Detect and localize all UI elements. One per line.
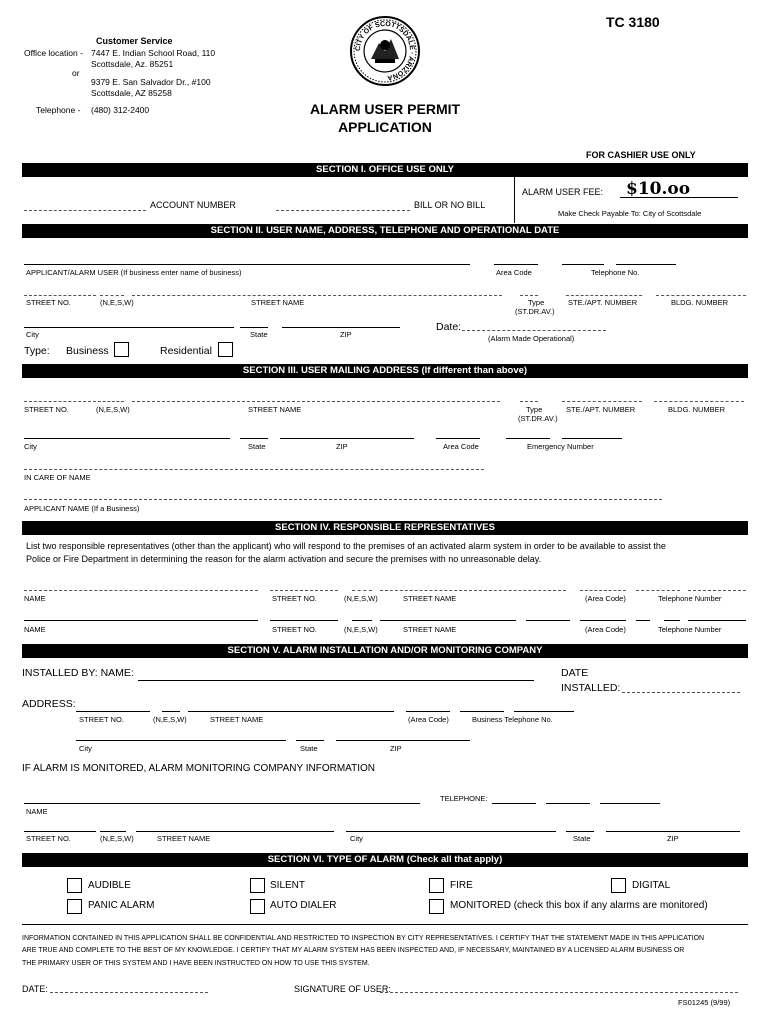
- auto-dialer-checkbox[interactable]: [250, 899, 265, 914]
- payable-note: Make Check Payable To: City of Scottsdale: [558, 209, 702, 218]
- date-signature-line[interactable]: [50, 992, 208, 993]
- rep1-street-no-label: STREET NO.: [272, 594, 317, 603]
- instructions-line1: List two responsible representatives (other than the applicant) who will respond to the premises of an activated alarm system in order to be available to assist the: [26, 541, 666, 551]
- telephone-no-label: Telephone No.: [591, 268, 640, 277]
- date-installed-line[interactable]: [622, 692, 740, 693]
- telephone-label: Telephone -: [36, 105, 81, 115]
- rep2-direction-label: (N,E,S,W): [344, 625, 378, 634]
- rep1-area-code-label: (Area Code): [585, 594, 626, 603]
- installer-business-tel-label: Business Telephone No.: [472, 715, 553, 724]
- bill-line[interactable]: [276, 210, 410, 211]
- monitored-checkbox[interactable]: [429, 899, 444, 914]
- rep2-name-label: NAME: [24, 625, 46, 634]
- direction-label: (N,E,S,W): [100, 298, 134, 307]
- monitoring-state-label: State: [573, 834, 591, 843]
- business-label: Business: [66, 345, 109, 357]
- mail-direction-label: (N,E,S,W): [96, 405, 130, 414]
- monitoring-name-line[interactable]: [24, 803, 420, 804]
- monitoring-direction-label: (N,E,S,W): [100, 834, 134, 843]
- certification-line3: THE PRIMARY USER OF THIS SYSTEM AND I HAVE BEEN INSTRUCTED ON HOW TO USE THIS SYSTEM.: [22, 960, 370, 967]
- footer-divider: [22, 924, 748, 925]
- silent-checkbox[interactable]: [250, 878, 265, 893]
- audible-checkbox[interactable]: [67, 878, 82, 893]
- mail-type-label: Type: [526, 405, 543, 414]
- rep2-area-code-label: (Area Code): [585, 625, 626, 634]
- mail-area-code-label: Area Code: [443, 442, 479, 451]
- alarm-user-fee-value: $10.oo: [626, 179, 691, 199]
- zip-label: ZIP: [340, 330, 352, 339]
- office-address-line2: Scottsdale, Az. 85251: [91, 59, 174, 69]
- digital-checkbox[interactable]: [611, 878, 626, 893]
- section-2-header: SECTION II. USER NAME, ADDRESS, TELEPHONE AND OPERATIONAL DATE: [22, 224, 748, 238]
- certification-line2: ARE TRUE AND COMPLETE TO THE BEST OF MY KNOWLEDGE. I CERTIFY THAT MY ALARM SYSTEM HAS BEEN INSPECTED AND, IF NECESSARY, MAINTAINED BY A LICENSED ALARM BUSINESS OR: [22, 947, 685, 954]
- rep1-direction-label: (N,E,S,W): [344, 594, 378, 603]
- monitoring-zip-label: ZIP: [667, 834, 679, 843]
- monitoring-city-label: City: [350, 834, 363, 843]
- customer-service-heading: Customer Service: [96, 36, 173, 46]
- monitoring-street-name-label: STREET NAME: [157, 834, 211, 843]
- signature-line[interactable]: [380, 992, 738, 993]
- type-row-label: Type:: [24, 345, 50, 357]
- office-location-label: Office location -: [24, 48, 83, 58]
- ste-label: STE./APT. NUMBER: [568, 298, 638, 307]
- monitoring-name-label: NAME: [26, 807, 48, 816]
- street-no-label: STREET NO.: [26, 298, 71, 307]
- section-6-header: SECTION VI. TYPE OF ALARM (Check all that apply): [22, 853, 748, 867]
- city-seal-logo: [349, 15, 421, 87]
- installer-street-no-label: STREET NO.: [79, 715, 124, 724]
- form-title-line1: ALARM USER PERMIT: [309, 101, 461, 117]
- business-checkbox[interactable]: [114, 342, 129, 357]
- mail-bldg-label: BLDG. NUMBER: [668, 405, 726, 414]
- date-installed-label1: DATE: [561, 667, 589, 679]
- mail-state-label: State: [248, 442, 266, 451]
- mail-street-no-label: STREET NO.: [24, 405, 69, 414]
- audible-label: AUDIBLE: [88, 880, 131, 891]
- emergency-number-label: Emergency Number: [527, 442, 594, 451]
- installed-by-label: INSTALLED BY: NAME:: [22, 667, 134, 679]
- account-number-label: ACCOUNT NUMBER: [150, 200, 236, 210]
- city-label: City: [26, 330, 39, 339]
- care-of-line[interactable]: [24, 469, 484, 470]
- rep2-telephone-label: Telephone Number: [658, 625, 722, 634]
- date-installed-label2: INSTALLED:: [561, 682, 621, 694]
- area-code-label: Area Code: [496, 268, 532, 277]
- form-number: TC 3180: [606, 14, 660, 30]
- installer-state-label: State: [300, 744, 318, 753]
- office-address-line1: 7447 E. Indian School Road, 110: [91, 48, 216, 58]
- bill-or-no-bill-label: BILL OR NO BILL: [414, 200, 486, 210]
- rep2-street-no-label: STREET NO.: [272, 625, 317, 634]
- mail-ste-label: STE./APT. NUMBER: [566, 405, 636, 414]
- mail-type-sub-label: (ST.DR.AV.): [518, 414, 558, 423]
- alarm-user-fee-label: ALARM USER FEE:: [522, 187, 604, 197]
- mail-zip-label: ZIP: [336, 442, 348, 451]
- applicant-business-line[interactable]: [24, 499, 662, 500]
- panic-alarm-label: PANIC ALARM: [88, 900, 155, 911]
- monitored-label: MONITORED (check this box if any alarms are monitored): [450, 900, 708, 911]
- fire-checkbox[interactable]: [429, 878, 444, 893]
- applicant-business-label: APPLICANT NAME (If a Business): [24, 504, 140, 513]
- date-signature-label: DATE:: [22, 984, 48, 994]
- mail-street-name-label: STREET NAME: [248, 405, 302, 414]
- bldg-label: BLDG. NUMBER: [671, 298, 729, 307]
- date-sub-label: (Alarm Made Operational): [488, 334, 575, 343]
- state-label: State: [250, 330, 268, 339]
- auto-dialer-label: AUTO DIALER: [270, 900, 337, 911]
- telephone-number: (480) 312-2400: [91, 105, 150, 115]
- date-line[interactable]: [462, 330, 606, 331]
- panic-alarm-checkbox[interactable]: [67, 899, 82, 914]
- residential-checkbox[interactable]: [218, 342, 233, 357]
- svg-text:CITY OF SCOTTSDALE · ARIZONA: CITY OF SCOTTSDALE · ARIZONA: [354, 20, 416, 81]
- account-number-line[interactable]: [24, 210, 146, 211]
- installer-area-code-label: (Area Code): [408, 715, 449, 724]
- monitoring-street-no-label: STREET NO.: [26, 834, 71, 843]
- section-4-header: SECTION IV. RESPONSIBLE REPRESENTATIVES: [22, 521, 748, 535]
- rep1-street-name-label: STREET NAME: [403, 594, 457, 603]
- cashier-use-label: FOR CASHIER USE ONLY: [586, 150, 696, 160]
- silent-label: SILENT: [270, 880, 306, 891]
- digital-label: DIGITAL: [632, 880, 671, 891]
- type-sub-label: (ST.DR.AV.): [515, 307, 555, 316]
- street-name-label: STREET NAME: [251, 298, 305, 307]
- section-5-header: SECTION V. ALARM INSTALLATION AND/OR MONITORING COMPANY: [22, 644, 748, 658]
- office-address-line3: 9379 E. San Salvador Dr., #100: [91, 77, 211, 87]
- or-label: or: [72, 68, 80, 78]
- installer-zip-label: ZIP: [390, 744, 402, 753]
- section-3-header: SECTION III. USER MAILING ADDRESS (If different than above): [22, 364, 748, 378]
- installer-street-name-label: STREET NAME: [210, 715, 264, 724]
- rep2-street-name-label: STREET NAME: [403, 625, 457, 634]
- instructions-line2: Police or Fire Department in determining the reason for the alarm activation and secure the premises with no unreasonable delay.: [26, 554, 542, 564]
- date-label: Date:: [436, 321, 462, 333]
- installer-city-label: City: [79, 744, 92, 753]
- signature-label: SIGNATURE OF USER:: [294, 984, 391, 994]
- form-code: FS01245 (9/99): [678, 998, 731, 1007]
- residential-label: Residential: [160, 345, 212, 357]
- type-label: Type: [528, 298, 545, 307]
- applicant-label: APPLICANT/ALARM USER (If business enter name of business): [26, 268, 242, 277]
- fire-label: FIRE: [450, 880, 473, 891]
- care-of-label: IN CARE OF NAME: [24, 473, 91, 482]
- applicant-line[interactable]: [24, 264, 470, 265]
- section-1-header: SECTION I. OFFICE USE ONLY: [22, 163, 748, 177]
- certification-line1: INFORMATION CONTAINED IN THIS APPLICATION SHALL BE CONFIDENTIAL AND RESTRICTED TO INSPECTION BY CITY REPRESENTATIVES. I CERTIFY THAT THE STATEMENT MADE IN THIS APPLICATION: [22, 935, 705, 942]
- form-title-line2: APPLICATION: [338, 119, 432, 135]
- rep1-telephone-label: Telephone Number: [658, 594, 722, 603]
- mail-city-label: City: [24, 442, 37, 451]
- installer-name-line[interactable]: [138, 680, 534, 681]
- monitoring-info-label: IF ALARM IS MONITORED, ALARM MONITORING COMPANY INFORMATION: [22, 763, 375, 774]
- installer-direction-label: (N,E,S,W): [153, 715, 187, 724]
- monitoring-telephone-label: TELEPHONE:: [440, 794, 488, 803]
- rep1-name-label: NAME: [24, 594, 46, 603]
- office-address-line4: Scottsdale, AZ 85258: [91, 88, 172, 98]
- address-label: ADDRESS:: [22, 698, 76, 710]
